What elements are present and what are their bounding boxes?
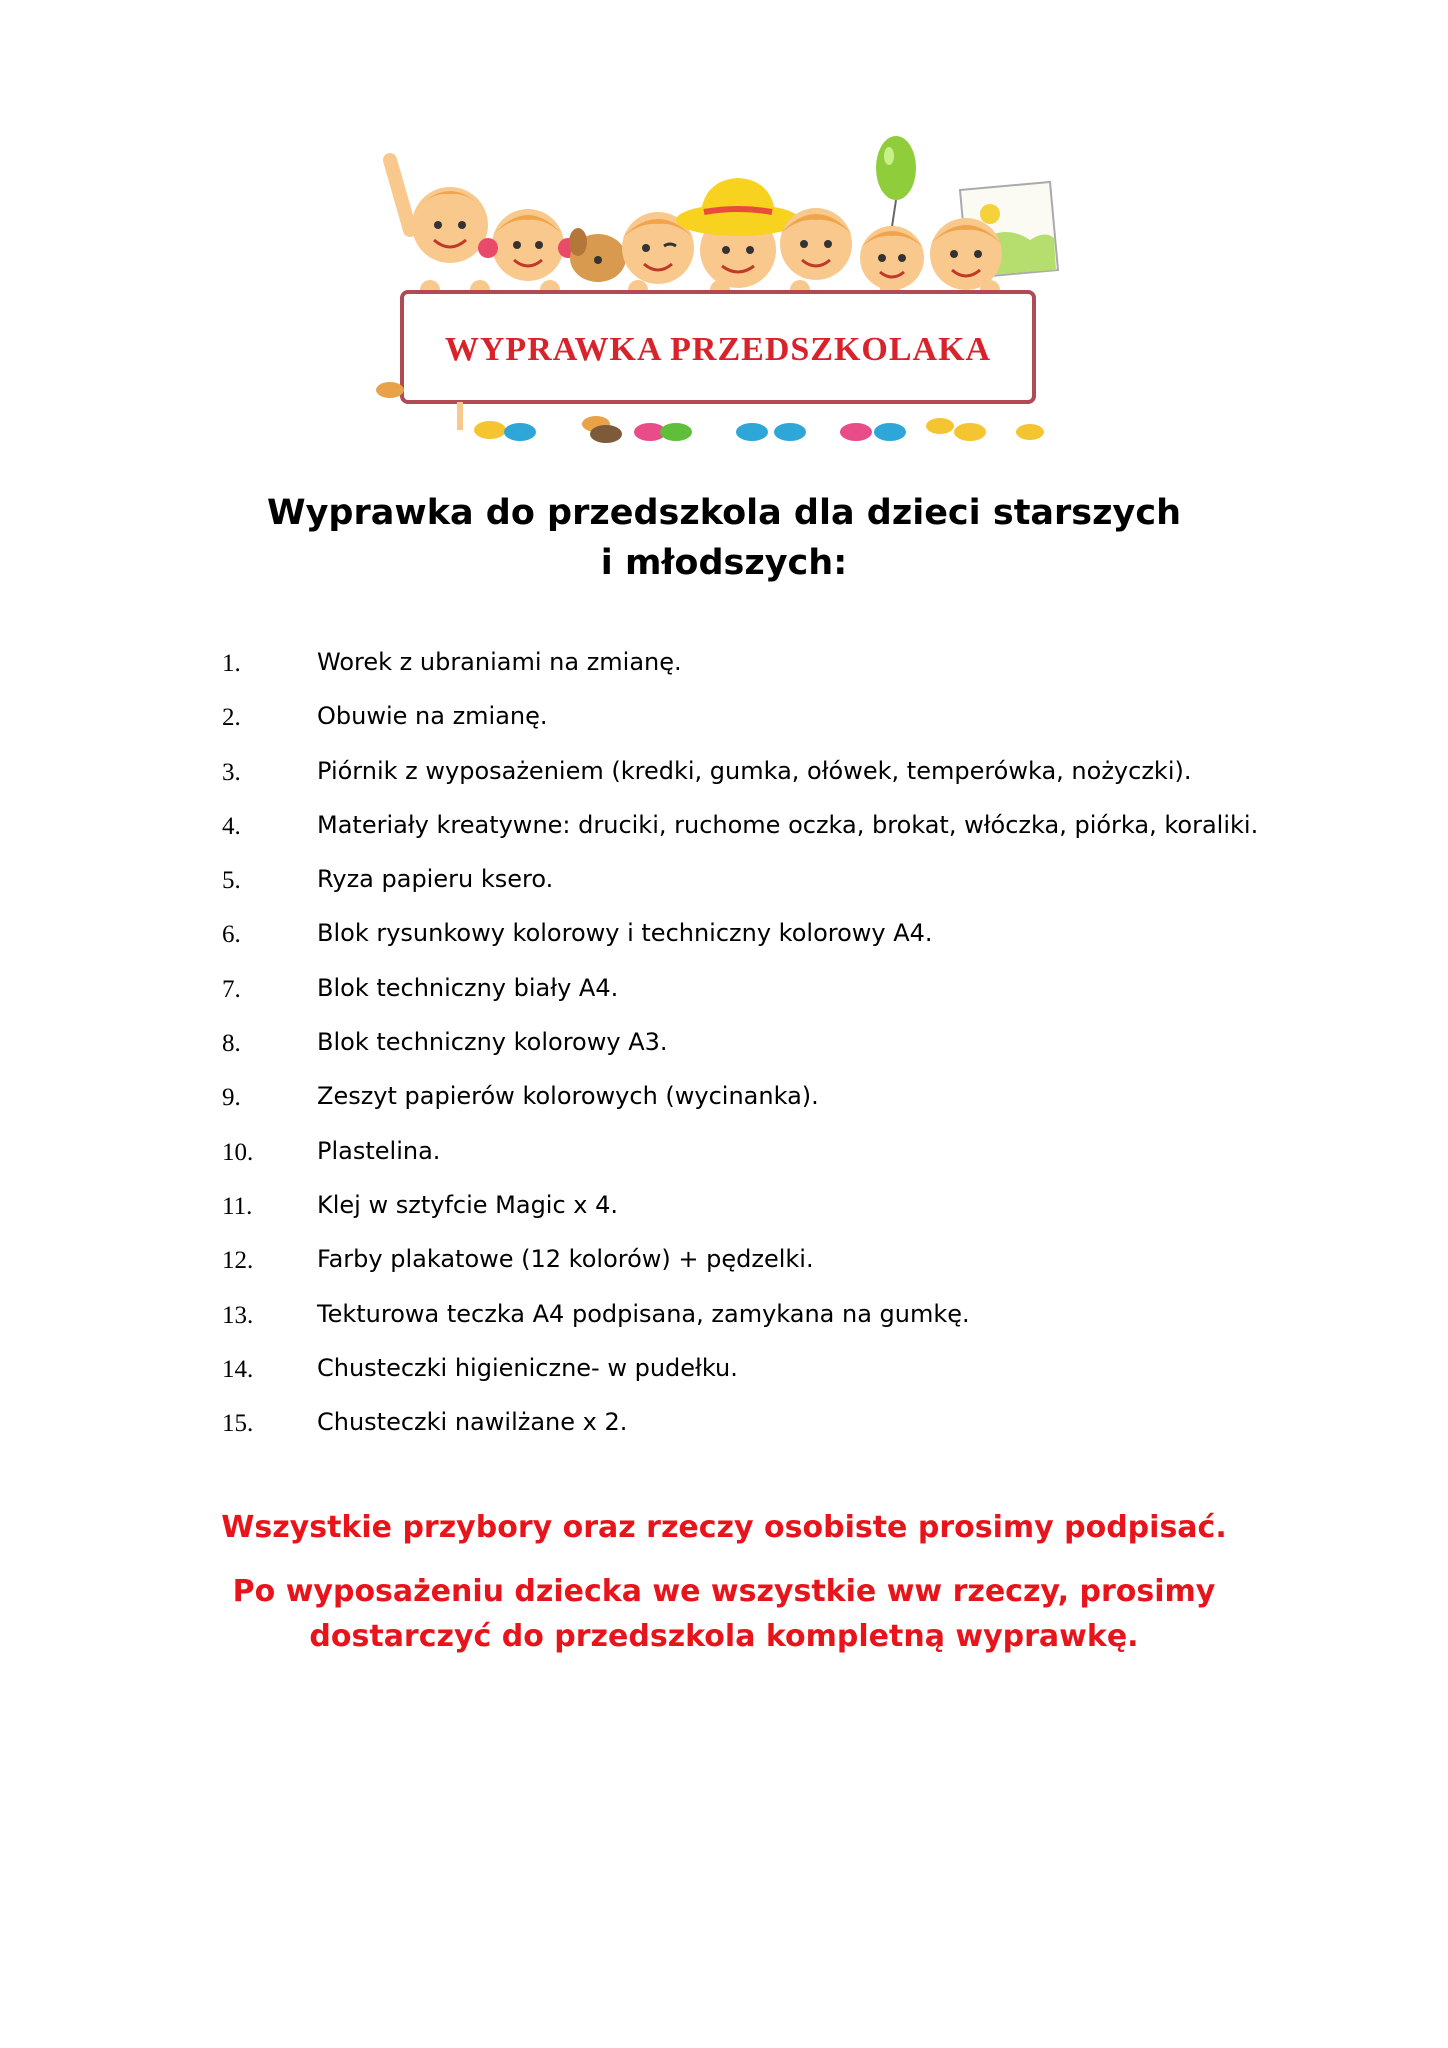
list-item-text: Chusteczki higieniczne- w pudełku.	[317, 1353, 738, 1382]
notice-line-2b: dostarczyć do przedszkola kompletną wyprawkę.	[309, 1619, 1139, 1654]
list-item-text: Obuwie na zmianę.	[317, 702, 548, 731]
list-item-text: Blok techniczny biały A4.	[317, 973, 619, 1002]
list-item-number: 11.	[222, 1192, 253, 1220]
list-item-number: 14.	[222, 1355, 254, 1383]
list-item-number: 9.	[222, 1084, 241, 1112]
supply-list	[0, 640, 1448, 1454]
list-item	[0, 911, 1448, 965]
list-item-number: 10.	[222, 1138, 254, 1166]
list-item-text: Farby plakatowe (12 kolorów) + pędzelki.	[317, 1245, 814, 1274]
list-item-text: Ryza papieru ksero.	[317, 865, 554, 894]
list-item-text: Worek z ubraniami na zmianę.	[317, 648, 682, 676]
notice-paragraph-2	[0, 1569, 1448, 1659]
list-item-text: Blok rysunkowy kolorowy i techniczny kolorowy A4.	[317, 919, 933, 948]
list-item	[0, 694, 1448, 748]
notice-line-1: Wszystkie przybory oraz rzeczy osobiste prosimy podpisać.	[221, 1510, 1227, 1545]
list-item	[0, 857, 1448, 911]
list-item-number: 3.	[222, 758, 241, 786]
list-item-text: Blok techniczny kolorowy A3.	[317, 1028, 668, 1057]
list-item	[0, 640, 1448, 694]
title-line-1: Wyprawka do przedszkola dla dzieci starszych	[267, 493, 1181, 533]
list-item-text: Materiały kreatywne: druciki, ruchome oczka, brokat, włóczka, piórka, koraliki.	[317, 810, 1259, 839]
list-item	[0, 749, 1448, 803]
list-item-text: Chusteczki nawilżane x 2.	[317, 1408, 628, 1437]
list-item	[0, 1346, 1448, 1400]
list-item-text: Piórnik z wyposażeniem (kredki, gumka, ołówek, temperówka, nożyczki).	[317, 756, 1192, 785]
list-item	[0, 803, 1448, 857]
list-item-text: Klej w sztyfcie Magic x 4.	[317, 1190, 619, 1219]
list-item	[0, 1292, 1448, 1346]
banner-illustration	[370, 130, 1080, 450]
list-item-number: 15.	[222, 1410, 254, 1438]
title-line-2: i młodszych:	[600, 543, 848, 583]
list-item-number: 4.	[222, 812, 241, 840]
list-item-text: Zeszyt papierów kolorowych (wycinanka).	[317, 1082, 819, 1111]
notice-line-2a: Po wyposażeniu dziecka we wszystkie ww rzeczy, prosimy	[232, 1574, 1216, 1609]
list-item-number: 6.	[222, 921, 241, 949]
list-item	[0, 1400, 1448, 1454]
list-item-number: 1.	[222, 650, 241, 677]
notice	[0, 1505, 1448, 1659]
page-title	[0, 488, 1448, 588]
list-item	[0, 966, 1448, 1020]
list-item	[0, 1129, 1448, 1183]
list-item-number: 2.	[222, 704, 241, 732]
list-item-number: 5.	[222, 867, 241, 895]
list-item	[0, 1237, 1448, 1291]
list-item-number: 12.	[222, 1247, 254, 1275]
banner-text: WYPRAWKA PRZEDSZKOLAKA	[444, 331, 992, 368]
list-item-number: 13.	[222, 1301, 254, 1329]
list-item-text: Tekturowa teczka A4 podpisana, zamykana na gumkę.	[317, 1299, 970, 1328]
list-item	[0, 1074, 1448, 1128]
list-item	[0, 1183, 1448, 1237]
list-item-text: Plastelina.	[317, 1136, 441, 1165]
list-item-number: 7.	[222, 975, 241, 1003]
list-item	[0, 1020, 1448, 1074]
list-item-number: 8.	[222, 1030, 241, 1058]
